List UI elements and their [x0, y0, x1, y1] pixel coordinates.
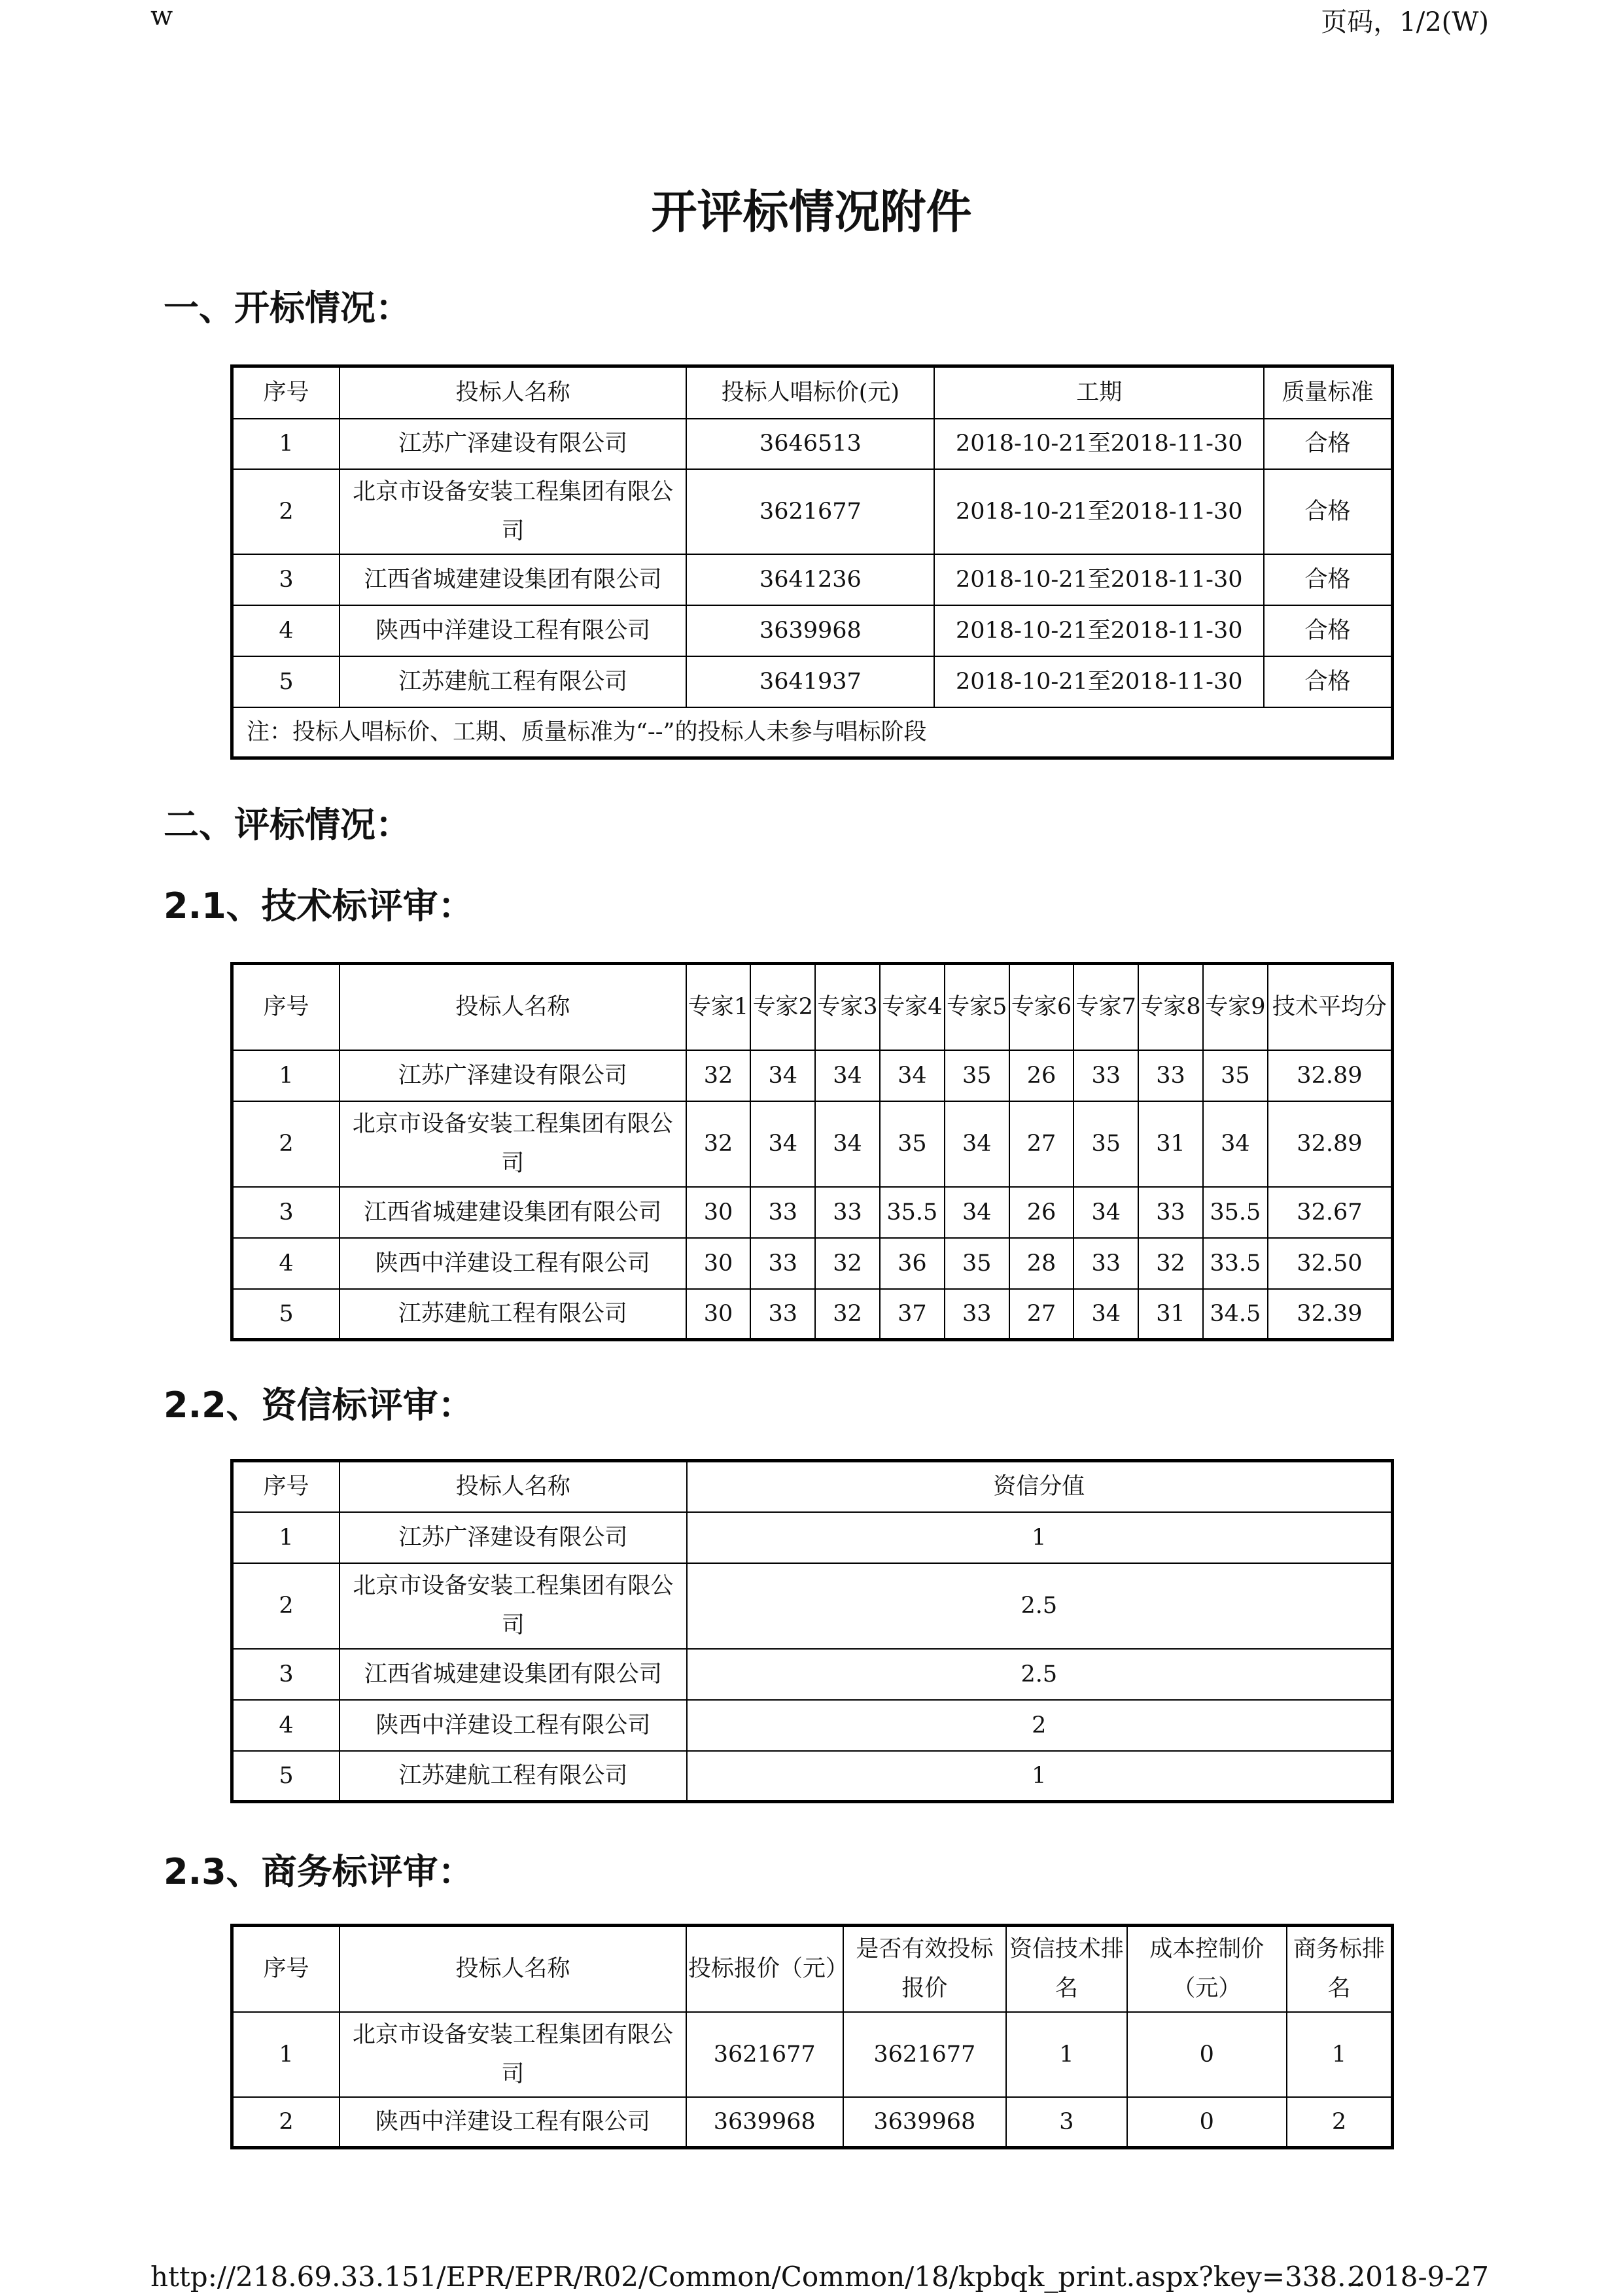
section23-heading: 2.3、商务标评审： — [164, 1851, 474, 1892]
cell: 3639968 — [686, 605, 934, 656]
cell: 5 — [232, 1289, 340, 1340]
column-header: 投标人名称 — [340, 366, 686, 419]
cell: 34 — [1203, 1101, 1268, 1187]
cell: 34 — [750, 1050, 815, 1101]
cell: 江苏广泽建设有限公司 — [340, 419, 686, 469]
cell: 28 — [1009, 1238, 1074, 1289]
cell: 32.89 — [1268, 1050, 1393, 1101]
column-header: 投标人名称 — [340, 1926, 686, 2012]
cell: 4 — [232, 1238, 340, 1289]
cell: 3 — [1006, 2097, 1126, 2148]
table-row — [232, 1101, 1393, 1187]
cell: 2018-10-21至2018-11-30 — [934, 469, 1264, 554]
header-page-number: 页码，1/2(W) — [1321, 7, 1489, 37]
column-header: 专家7 — [1073, 964, 1138, 1050]
table-row — [232, 1187, 1393, 1238]
column-header: 专家9 — [1203, 964, 1268, 1050]
cell: 江苏广泽建设有限公司 — [340, 1050, 686, 1101]
footer-url: http://218.69.33.151/EPR/EPR/R02/Common/Common/18/kpbqk_print.aspx?key=338... — [150, 2261, 1364, 2293]
table-row — [232, 1512, 1393, 1563]
cell: 1 — [232, 2012, 340, 2097]
cell: 34 — [945, 1187, 1009, 1238]
cell: 0 — [1127, 2097, 1287, 2148]
column-header: 序号 — [232, 366, 340, 419]
cell: 34 — [945, 1101, 1009, 1187]
cell: 34 — [750, 1101, 815, 1187]
cell: 30 — [686, 1238, 751, 1289]
cell: 3641236 — [686, 554, 934, 605]
cell: 江苏建航工程有限公司 — [340, 1751, 686, 1802]
cell: 4 — [232, 1700, 340, 1751]
table-row — [232, 2012, 1393, 2097]
cell: 2 — [232, 2097, 340, 2148]
credit-review-table — [230, 1459, 1394, 1803]
column-header: 专家1 — [686, 964, 751, 1050]
cell: 陕西中洋建设工程有限公司 — [340, 1238, 686, 1289]
column-header: 序号 — [232, 964, 340, 1050]
cell: 陕西中洋建设工程有限公司 — [340, 605, 686, 656]
cell: 1 — [232, 1512, 340, 1563]
column-header: 技术平均分 — [1268, 964, 1393, 1050]
cell: 合格 — [1264, 469, 1392, 554]
table-row — [232, 1700, 1393, 1751]
table-row — [232, 1050, 1393, 1101]
cell: 33 — [1138, 1187, 1203, 1238]
cell: 35.5 — [1203, 1187, 1268, 1238]
cell: 35 — [1073, 1101, 1138, 1187]
cell: 34 — [1073, 1289, 1138, 1340]
cell: 32 — [1138, 1238, 1203, 1289]
cell: 5 — [232, 656, 340, 707]
cell: 36 — [880, 1238, 945, 1289]
table-row — [232, 1649, 1393, 1700]
cell: 5 — [232, 1751, 340, 1802]
cell: 北京市设备安装工程集团有限公司 — [340, 1563, 686, 1649]
cell: 1 — [687, 1512, 1393, 1563]
footer-date: 2018-9-27 — [1348, 2261, 1489, 2293]
cell: 34 — [1073, 1187, 1138, 1238]
cell: 33 — [750, 1289, 815, 1340]
cell: 3 — [232, 1187, 340, 1238]
cell: 2.5 — [687, 1563, 1393, 1649]
cell: 3639968 — [843, 2097, 1007, 2148]
cell: 34 — [815, 1101, 880, 1187]
cell: 33 — [1073, 1050, 1138, 1101]
cell: 37 — [880, 1289, 945, 1340]
cell: 33 — [815, 1187, 880, 1238]
cell: 2 — [232, 1563, 340, 1649]
cell: 32.67 — [1268, 1187, 1393, 1238]
table-row — [232, 605, 1393, 656]
cell: 32.39 — [1268, 1289, 1393, 1340]
cell: 0 — [1127, 2012, 1287, 2097]
cell: 2.5 — [687, 1649, 1393, 1700]
table-header-row — [232, 1461, 1393, 1512]
table-row — [232, 656, 1393, 707]
cell: 江苏广泽建设有限公司 — [340, 1512, 686, 1563]
cell: 北京市设备安装工程集团有限公司 — [340, 469, 686, 554]
cell: 31 — [1138, 1289, 1203, 1340]
column-header: 质量标准 — [1264, 366, 1392, 419]
cell: 3646513 — [686, 419, 934, 469]
cell: 2 — [1287, 2097, 1393, 2148]
cell: 3 — [232, 1649, 340, 1700]
cell: 2018-10-21至2018-11-30 — [934, 656, 1264, 707]
column-header: 投标报价（元） — [686, 1926, 843, 2012]
cell: 2018-10-21至2018-11-30 — [934, 419, 1264, 469]
table-header-row — [232, 964, 1393, 1050]
cell: 江西省城建建设集团有限公司 — [340, 1649, 686, 1700]
table-row — [232, 1751, 1393, 1802]
table-note: 注：投标人唱标价、工期、质量标准为“--”的投标人未参与唱标阶段 — [232, 707, 1393, 758]
cell: 32 — [815, 1289, 880, 1340]
cell: 江苏建航工程有限公司 — [340, 656, 686, 707]
table-header-row — [232, 366, 1393, 419]
cell: 1 — [232, 419, 340, 469]
cell: 2 — [232, 469, 340, 554]
technical-review-table — [230, 962, 1394, 1341]
cell: 合格 — [1264, 419, 1392, 469]
cell: 35 — [1203, 1050, 1268, 1101]
cell: 32.50 — [1268, 1238, 1393, 1289]
cell: 3621677 — [686, 469, 934, 554]
cell: 34.5 — [1203, 1289, 1268, 1340]
cell: 33.5 — [1203, 1238, 1268, 1289]
note-row — [232, 707, 1393, 758]
column-header: 工期 — [934, 366, 1264, 419]
column-header: 专家6 — [1009, 964, 1074, 1050]
section1-heading: 一、开标情况： — [164, 287, 411, 328]
cell: 33 — [750, 1238, 815, 1289]
cell: 1 — [1287, 2012, 1393, 2097]
cell: 3 — [232, 554, 340, 605]
table-header-row — [232, 1926, 1393, 2012]
cell: 江苏建航工程有限公司 — [340, 1289, 686, 1340]
cell: 32 — [815, 1238, 880, 1289]
column-header: 专家2 — [750, 964, 815, 1050]
table-row — [232, 1563, 1393, 1649]
cell: 32.89 — [1268, 1101, 1393, 1187]
cell: 北京市设备安装工程集团有限公司 — [340, 2012, 686, 2097]
table-row — [232, 1238, 1393, 1289]
cell: 31 — [1138, 1101, 1203, 1187]
cell: 2018-10-21至2018-11-30 — [934, 605, 1264, 656]
cell: 32 — [686, 1101, 751, 1187]
cell: 35 — [945, 1238, 1009, 1289]
cell: 3639968 — [686, 2097, 843, 2148]
table-row — [232, 554, 1393, 605]
column-header: 专家3 — [815, 964, 880, 1050]
cell: 3621677 — [843, 2012, 1007, 2097]
cell: 30 — [686, 1289, 751, 1340]
cell: 27 — [1009, 1289, 1074, 1340]
cell: 33 — [1073, 1238, 1138, 1289]
cell: 33 — [945, 1289, 1009, 1340]
cell: 32 — [686, 1050, 751, 1101]
cell: 2018-10-21至2018-11-30 — [934, 554, 1264, 605]
cell: 北京市设备安装工程集团有限公司 — [340, 1101, 686, 1187]
cell: 27 — [1009, 1101, 1074, 1187]
column-header: 是否有效投标报价 — [843, 1926, 1007, 2012]
cell: 江西省城建建设集团有限公司 — [340, 554, 686, 605]
column-header: 投标人唱标价(元) — [686, 366, 934, 419]
cell: 35.5 — [880, 1187, 945, 1238]
column-header: 投标人名称 — [340, 1461, 686, 1512]
cell: 2 — [232, 1101, 340, 1187]
section22-heading: 2.2、资信标评审： — [164, 1385, 474, 1426]
column-header: 成本控制价（元） — [1127, 1926, 1287, 2012]
table-row — [232, 2097, 1393, 2148]
cell: 26 — [1009, 1050, 1074, 1101]
column-header: 专家5 — [945, 964, 1009, 1050]
page-title: 开评标情况附件 — [651, 185, 972, 239]
cell: 1 — [232, 1050, 340, 1101]
cell: 陕西中洋建设工程有限公司 — [340, 2097, 686, 2148]
cell: 合格 — [1264, 605, 1392, 656]
cell: 33 — [750, 1187, 815, 1238]
column-header: 投标人名称 — [340, 964, 686, 1050]
column-header: 专家8 — [1138, 964, 1203, 1050]
table-row — [232, 419, 1393, 469]
table-row — [232, 1289, 1393, 1340]
cell: 34 — [815, 1050, 880, 1101]
cell: 陕西中洋建设工程有限公司 — [340, 1700, 686, 1751]
column-header: 序号 — [232, 1461, 340, 1512]
opening-table — [230, 364, 1394, 760]
cell: 33 — [1138, 1050, 1203, 1101]
section2-heading: 二、评标情况： — [164, 804, 411, 845]
cell: 34 — [880, 1050, 945, 1101]
column-header: 序号 — [232, 1926, 340, 2012]
cell: 合格 — [1264, 554, 1392, 605]
column-header: 商务标排名 — [1287, 1926, 1393, 2012]
cell: 2 — [687, 1700, 1393, 1751]
cell: 26 — [1009, 1187, 1074, 1238]
cell: 3641937 — [686, 656, 934, 707]
cell: 江西省城建建设集团有限公司 — [340, 1187, 686, 1238]
cell: 1 — [1006, 2012, 1126, 2097]
cell: 35 — [880, 1101, 945, 1187]
section21-heading: 2.1、技术标评审： — [164, 885, 474, 927]
header-left: w — [150, 1, 173, 31]
table-row — [232, 469, 1393, 554]
cell: 4 — [232, 605, 340, 656]
column-header: 资信分值 — [687, 1461, 1393, 1512]
cell: 1 — [687, 1751, 1393, 1802]
cell: 35 — [945, 1050, 1009, 1101]
column-header: 资信技术排名 — [1006, 1926, 1126, 2012]
cell: 30 — [686, 1187, 751, 1238]
cell: 合格 — [1264, 656, 1392, 707]
cell: 3621677 — [686, 2012, 843, 2097]
business-review-table — [230, 1924, 1394, 2149]
column-header: 专家4 — [880, 964, 945, 1050]
